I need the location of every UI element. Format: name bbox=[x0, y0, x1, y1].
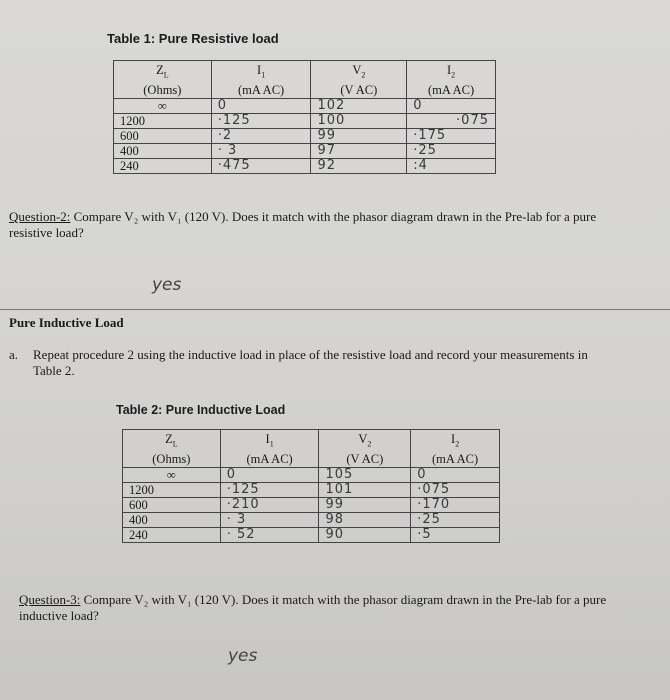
header-symbol: I bbox=[257, 63, 262, 77]
table-row bbox=[114, 128, 496, 143]
header-symbol: Z bbox=[165, 432, 173, 446]
table-row bbox=[123, 467, 500, 482]
section-divider bbox=[0, 309, 670, 310]
table1-header-i2 bbox=[407, 61, 496, 99]
table1-title: Table 1: Pure Resistive load bbox=[107, 31, 279, 46]
header-unit: (mA AC) bbox=[428, 82, 475, 97]
header-subscript: 2 bbox=[367, 439, 372, 449]
table-cell-i1: · 3 bbox=[211, 143, 311, 158]
header-unit: (mA AC) bbox=[432, 451, 479, 466]
table2-header-i1 bbox=[220, 430, 319, 468]
table-cell-z: 1200 bbox=[114, 113, 212, 128]
header-symbol: Z bbox=[156, 63, 164, 77]
table2-header-v2 bbox=[319, 430, 411, 468]
header-symbol: V bbox=[352, 63, 362, 77]
header-subscript: 2 bbox=[455, 439, 460, 449]
table-cell-i1: ·475 bbox=[211, 158, 311, 173]
question2-answer: yes bbox=[152, 275, 182, 295]
table-cell-i2: :4 bbox=[407, 158, 496, 173]
table-cell-z: 1200 bbox=[123, 482, 221, 497]
table-cell-z: 400 bbox=[114, 143, 212, 158]
question3-text: Compare V₂ with V₁ (120 V). Does it match with the phasor diagram drawn in the Pre-lab for a pure inductive load? bbox=[19, 592, 607, 623]
question3-answer: yes bbox=[228, 646, 258, 666]
table1-header-i1 bbox=[211, 61, 311, 99]
table-cell-i2: ·5 bbox=[411, 527, 500, 542]
table-cell-v2: 90 bbox=[319, 527, 411, 542]
table2 bbox=[122, 429, 500, 543]
table-row bbox=[114, 158, 496, 173]
section-title: Pure Inductive Load bbox=[9, 315, 124, 330]
table-row bbox=[114, 98, 496, 113]
table-cell-i1: 0 bbox=[220, 467, 319, 482]
table-cell-i2: ·25 bbox=[411, 512, 500, 527]
header-symbol: I bbox=[265, 432, 270, 446]
table-cell-i2: 0 bbox=[407, 98, 496, 113]
table-cell-v2: 99 bbox=[311, 128, 407, 143]
table2-header-i2 bbox=[411, 430, 500, 468]
header-unit: (Ohms) bbox=[152, 451, 191, 466]
header-unit: (V AC) bbox=[340, 82, 378, 97]
table-row bbox=[123, 497, 500, 512]
table1 bbox=[113, 60, 496, 174]
header-symbol: I bbox=[447, 63, 452, 77]
question2-text: Compare V₂ with V₁ (120 V). Does it match with the phasor diagram drawn in the Pre-lab for a pure resistive load? bbox=[9, 209, 597, 240]
table-cell-i1: · 3 bbox=[220, 512, 319, 527]
table-cell-z: 600 bbox=[123, 497, 221, 512]
header-unit: (mA AC) bbox=[238, 82, 285, 97]
item-text: Repeat procedure 2 using the inductive load in place of the resistive load and record your measurements in Table 2. bbox=[33, 347, 588, 378]
table-cell-z: 600 bbox=[114, 128, 212, 143]
table-cell-z: 240 bbox=[114, 158, 212, 173]
table-cell-i1: ·210 bbox=[220, 497, 319, 512]
question3 bbox=[19, 592, 639, 624]
table1-header-row bbox=[114, 61, 496, 99]
table-cell-v2: 97 bbox=[311, 143, 407, 158]
table-cell-i1: 0 bbox=[211, 98, 311, 113]
header-symbol: V bbox=[358, 432, 368, 446]
table-cell-i2: ·175 bbox=[407, 128, 496, 143]
header-symbol: I bbox=[451, 432, 456, 446]
table-cell-i1: ·2 bbox=[211, 128, 311, 143]
table-row bbox=[123, 512, 500, 527]
table-row bbox=[123, 527, 500, 542]
header-unit: (mA AC) bbox=[246, 451, 293, 466]
table-cell-z: ∞ bbox=[123, 467, 221, 482]
table-cell-i2: ·075 bbox=[411, 482, 500, 497]
header-subscript: L bbox=[163, 70, 169, 80]
table2-header-row bbox=[123, 430, 500, 468]
table-cell-z: 400 bbox=[123, 512, 221, 527]
table-cell-z: 240 bbox=[123, 527, 221, 542]
table-cell-i2: ·25 bbox=[407, 143, 496, 158]
table-cell-i2: ·075 bbox=[407, 113, 496, 128]
header-subscript: 1 bbox=[269, 439, 274, 449]
table-cell-v2: 92 bbox=[311, 158, 407, 173]
table-cell-v2: 100 bbox=[311, 113, 407, 128]
question3-label: Question-3: bbox=[19, 592, 81, 607]
question2-label: Question-2: bbox=[9, 209, 71, 224]
question2 bbox=[9, 209, 629, 241]
table1-header-zl bbox=[114, 61, 212, 99]
item-marker: a. bbox=[9, 347, 19, 362]
header-unit: (Ohms) bbox=[143, 82, 182, 97]
table2-header-zl bbox=[123, 430, 221, 468]
table-row bbox=[114, 143, 496, 158]
table-cell-v2: 102 bbox=[311, 98, 407, 113]
table-cell-i1: ·125 bbox=[211, 113, 311, 128]
table-cell-i1: · 52 bbox=[220, 527, 319, 542]
table1-header-v2 bbox=[311, 61, 407, 99]
table-row bbox=[114, 113, 496, 128]
header-subscript: 2 bbox=[451, 70, 456, 80]
table2-title: Table 2: Pure Inductive Load bbox=[116, 403, 286, 417]
table-cell-i1: ·125 bbox=[220, 482, 319, 497]
header-subscript: 2 bbox=[361, 70, 366, 80]
header-subscript: L bbox=[172, 439, 178, 449]
table-cell-i2: ·170 bbox=[411, 497, 500, 512]
table-row bbox=[123, 482, 500, 497]
table-cell-z: ∞ bbox=[114, 98, 212, 113]
table-cell-i2: 0 bbox=[411, 467, 500, 482]
table-cell-v2: 98 bbox=[319, 512, 411, 527]
table-cell-v2: 105 bbox=[319, 467, 411, 482]
table-cell-v2: 101 bbox=[319, 482, 411, 497]
header-unit: (V AC) bbox=[346, 451, 384, 466]
table-cell-v2: 99 bbox=[319, 497, 411, 512]
header-subscript: 1 bbox=[261, 70, 266, 80]
